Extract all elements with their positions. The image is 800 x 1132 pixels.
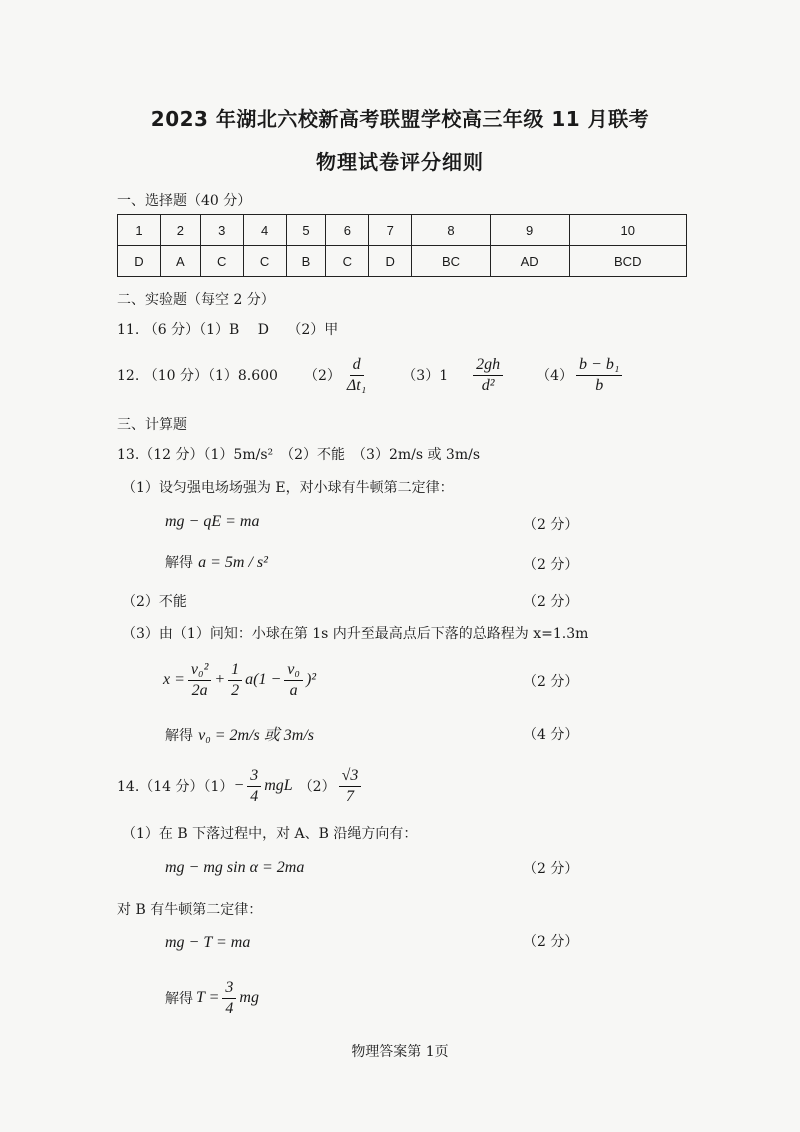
answer-cell: C <box>200 246 243 277</box>
question-number-cell: 2 <box>160 215 200 246</box>
answer-cell: D <box>369 246 412 277</box>
question-number-cell: 7 <box>369 215 412 246</box>
q13-equation2: 解得 a = 5m / s² <box>165 554 268 571</box>
table-row-answers <box>118 246 687 277</box>
q13-summary: 13.（12 分）（1）5m/s² （2）不能 （3）2m/s 或 3m/s <box>117 447 481 463</box>
question-number-cell: 8 <box>412 215 491 246</box>
q13-eq3-fraction-3: $\frac{\text{v₀}}{a}$ <box>284 660 303 701</box>
q12-part3-label: （3）1 <box>402 368 449 384</box>
q13-eq3-fraction-2: $\frac{1}{2}$ <box>228 660 242 701</box>
answer-cell: D <box>118 246 161 277</box>
answer-cell: BC <box>412 246 491 277</box>
answer-cell: AD <box>490 246 569 277</box>
q14-step2: 对 B 有牛顿第二定律： <box>117 902 263 918</box>
q12-part2-label: （2） <box>303 368 341 384</box>
page-footer: 物理答案第 1页 <box>351 1044 449 1060</box>
q14-answer2-fraction: $\frac{√3}{7}$ <box>339 766 362 807</box>
q13-eq2-points: （2 分） <box>523 557 579 573</box>
answer-cell: C <box>243 246 286 277</box>
q14-eq1-points: （2 分） <box>523 861 579 877</box>
q12-part3-fraction: $\frac{2gh}{\text{d²}}$ <box>473 355 503 396</box>
question-number-cell: 4 <box>243 215 286 246</box>
q13-equation1: mg − qE = ma <box>165 513 260 530</box>
q12-part4-fraction: $\frac{\text{b − b₁}}{b}$ <box>576 355 622 396</box>
question-number-cell: 6 <box>326 215 369 246</box>
q13-step1: （1）设匀强电场场强为 E，对小球有牛顿第二定律： <box>122 480 454 496</box>
answer-cell: BCD <box>569 246 687 277</box>
q13-equation3: x = $\frac{\text{v₀²}}{2a}$ + $\frac{1}{2}$ a(1 − $\frac{\text{v₀}}{a}$ )² <box>163 660 317 699</box>
question-number-cell: 10 <box>569 215 687 246</box>
section-lab-heading: 二、实验题（每空 2 分） <box>117 292 275 308</box>
q14-summary: 14.（14 分）（1） − $\frac{3}{4}$ mgL （2） $\frac{√3}{7}$ <box>117 760 364 812</box>
answer-cell: B <box>286 246 326 277</box>
q14-step1: （1）在 B 下落过程中，对 A、B 沿绳方向有： <box>122 826 418 842</box>
q14-answer1-fraction: $\frac{3}{4}$ <box>247 766 261 807</box>
q12-lead: 12. （10 分）（1）8.600 <box>117 368 278 384</box>
q13-equation4: 解得 v₀ = 2m/s 或 3m/s <box>165 727 315 744</box>
section-choice-heading: 一、选择题（40 分） <box>117 193 252 209</box>
q13-eq3-points: （2 分） <box>523 674 579 690</box>
q12-answer <box>117 353 625 397</box>
q12-part2-fraction: $\frac{d}{\text{Δt₁}}$ <box>346 355 367 394</box>
choice-answer-table <box>117 214 687 277</box>
question-number-cell: 3 <box>200 215 243 246</box>
page-subtitle: 物理试卷评分细则 <box>316 150 484 174</box>
question-number-cell: 1 <box>118 215 161 246</box>
q14-eq3-fraction: $\frac{3}{4}$ <box>222 978 236 1019</box>
q14-equation2: mg − T = ma <box>165 934 251 951</box>
q13-eq1-points: （2 分） <box>523 517 579 533</box>
q14-equation1: mg − mg sin α = 2ma <box>165 859 305 876</box>
table-row-numbers <box>118 215 687 246</box>
q14-equation3: 解得 T = $\frac{3}{4}$ mg <box>165 978 259 1017</box>
answer-cell: C <box>326 246 369 277</box>
page-title: 2023 年湖北六校新高考联盟学校高三年级 11 月联考 <box>150 107 650 131</box>
q13-step2-points: （2 分） <box>523 594 579 610</box>
q13-step3: （3）由（1）问知：小球在第 1s 内升至最高点后下落的总路程为 x=1.3m <box>122 626 589 642</box>
q12-part4-label: （4） <box>536 368 574 384</box>
section-calc-heading: 三、计算题 <box>117 417 187 433</box>
q13-step2: （2）不能 <box>122 594 187 610</box>
q14-eq2-points: （2 分） <box>523 934 579 950</box>
question-number-cell: 9 <box>490 215 569 246</box>
q13-eq3-fraction-1: $\frac{\text{v₀²}}{2a}$ <box>188 660 211 701</box>
question-number-cell: 5 <box>286 215 326 246</box>
q11-answer: 11. （6 分）（1）B D （2）甲 <box>117 322 339 338</box>
q13-eq4-points: （4 分） <box>523 727 579 743</box>
answer-cell: A <box>160 246 200 277</box>
